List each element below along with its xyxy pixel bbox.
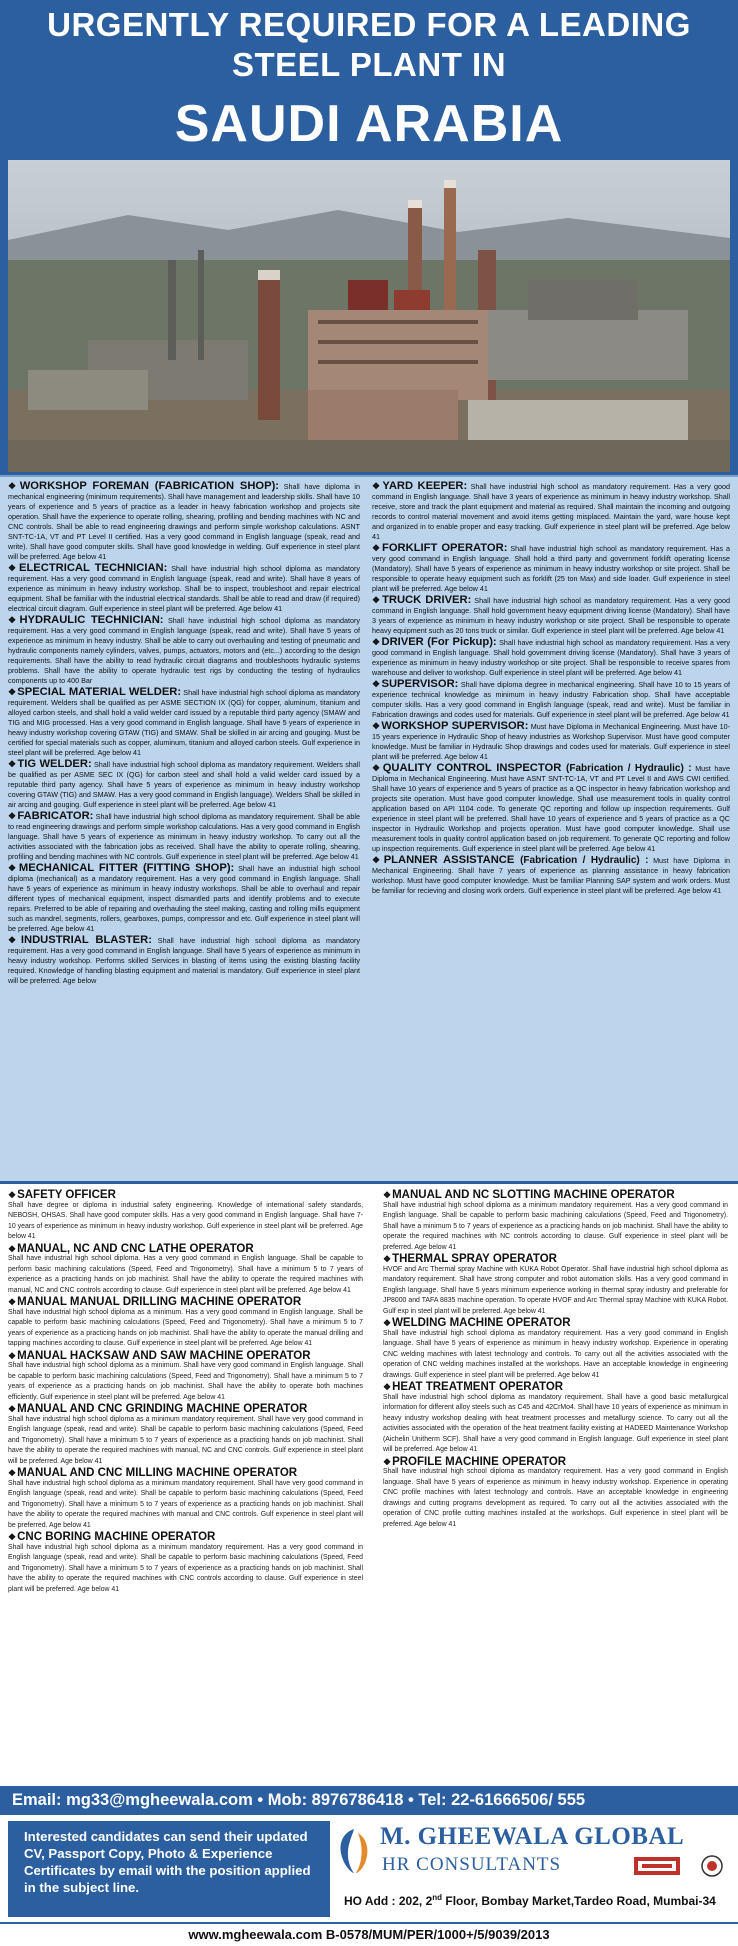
job-milling-machine-operator — [8, 1468, 363, 1531]
diamond-bullet-icon: ❖ — [8, 759, 17, 769]
job-workshop-foreman — [8, 481, 360, 562]
job-mechanical-fitter — [8, 863, 360, 934]
job-description: Shall have diploma degree in mechanical engineering. Shall have 10 to 15 years of experience technical knowledge as minimum in heavy industry Fabrication shop. Shall have acceptable computer skills. Has a very good command in English language (speak, read and write). Must be familiar in Fabrication drawings and codes used for materials. Gulf experience in steel plant will be preferred. Age below 41 — [372, 680, 730, 719]
job-title: MANUAL AND CNC GRINDING MACHINE OPERATOR — [17, 1403, 308, 1415]
job-subtitle: (Fabrication / Hydraulic) : — [520, 855, 649, 866]
job-title: MECHANICAL FITTER (FITTING SHOP): — [18, 862, 235, 874]
job-description: Shall have industrial high school diploma as mandatory requirement. Has a very good command in English language. Shall have 5 years of experience as minimum in heavy industry workshop. Performs skilled Services in blasting of items using the existing blasting facility required. Knowledge of handling blasting equipment and material is mandatory. Gulf experience in steel plant will be preferred. Age below — [8, 936, 361, 985]
job-title: INDUSTRIAL BLASTER: — [20, 934, 152, 946]
diamond-bullet-icon: ❖ — [8, 1350, 17, 1361]
job-description: Shall have industrial high school diploma as a minimum. Shall have very good command in English language. Shall be capable to perform basic machining calculations (Speed, Feed and Trigonometry). Shall have a minimum 5 to 7 years of experience as a practicing hands on job machinist. Shall have the ability to operate both machines efficiently. Gulf experience in steel plant will be preferred. Age below 41 — [8, 1362, 363, 1401]
diamond-bullet-icon: ❖ — [383, 1382, 392, 1392]
job-description: Shall have industrial high school diploma. Has a very good command in English language. Shall be capable to perform basic machining calculations (Speed, Feed and Trigonometry). Shall have a minimum 5 to 7 years of experience as a practicing hands on job machinist. Shall have the ability to operate the required machines with manual, NC and CNC controls according to clause. Gulf experience in steel plant will be preferred. Age below 41 — [8, 1255, 363, 1294]
operators-left-column — [8, 1190, 363, 1596]
job-title: CNC BORING MACHINE OPERATOR — [17, 1531, 216, 1543]
job-description: Shall have industrial high school as mandatory requirement. Has a very good command in English language. Shall hold government driving license (Mandatory). Shall have 3 years of experience as minimum in heavy industry workshop or site project. Shall be responsible to receive spares from warehouse and deliver to workshop. Gulf experience in steel plant will be preferred. Age below 41 — [372, 638, 730, 677]
steel-plant-photo — [8, 160, 730, 472]
job-title: WORKSHOP FOREMAN (FABRICATION SHOP): — [19, 480, 280, 492]
headline-line1: URGENTLY REQUIRED FOR A LEADING — [47, 6, 691, 43]
job-subtitle: (Fabrication / Hydraulic) : — [566, 763, 692, 774]
job-slotting-machine-operator — [383, 1190, 728, 1253]
job-title: WORKSHOP SUPERVISOR: — [381, 720, 529, 732]
job-electrical-technician — [8, 563, 360, 614]
job-description: Must have Diploma in Mechanical Engineering. Must have ASNT SNT-TC-1A, VT and PT Level II and AWS CWI certified. Shall have 10 years of experience and 5 years of practice as a QC inspector in heavy fabrication workshop and projects site operation. Must have good computer knowledge. Shall use measurement tools in quality control application based on API 1104 code. To generate QC reporting and follow up inspection requirements. Gulf experience in steel plant will be preferred. Shall have 10 years of experience and 5 years of practice as a QC inspector in Hydraulic Workshop and projects operation. Must have good computer knowledge. Shall use measurement tools in quality control application based on job requirement. To generate QC reporting and follow up inspection requirements. Gulf experience in steel plant will be preferred. Age below 41 — [372, 764, 730, 853]
company-name: M. GHEEWALA GLOBAL — [380, 1823, 685, 1850]
job-description: Shall have industrial high school diploma as mandatory requirement. Has a very good command in English language. Shall have 5 years of experience as minimum in heavy industry workshop. Experience in operating CNC welding machines with latest technology and controls. To carry out all the activities associated with the operation of CNC welding machines installed at the workshops. Have an acceptable knowledge in engineering drawings. Gulf experience in steel plant will be preferred. Age below 41 — [383, 1329, 728, 1379]
diamond-bullet-icon: ❖ — [8, 1468, 17, 1478]
job-description: Shall have industrial high school diploma as a minimum mandatory requirement. Shall have very good command in English language (speak, read and write). Shall be capable to perform basic machining calculations (Speed, Feed and Trigonometry). Shall have a minimum 5 to 7 years of experience as a practicing hands on job machinist. Shall have the ability to operate the required machines with manual and CNC controls. Gulf experience in steel plant will be preferred. Age below 41 — [8, 1479, 363, 1529]
job-title: TRUCK DRIVER: — [382, 594, 472, 606]
job-title: FORKLIFT OPERATOR: — [382, 542, 508, 554]
job-title: YARD KEEPER: — [382, 480, 468, 492]
diamond-bullet-icon: ❖ — [372, 855, 383, 865]
certification-badge-icon — [612, 1855, 730, 1877]
job-title: DRIVER (For Pickup): — [381, 636, 497, 648]
diamond-bullet-icon: ❖ — [383, 1190, 392, 1200]
company-address — [344, 1893, 716, 1908]
contact-bar: Email: mg33@mgheewala.com • Mob: 8976786418 • Tel: 22-61666506/ 555 — [0, 1786, 738, 1815]
job-safety-officer — [8, 1190, 363, 1243]
job-title: MANUAL HACKSAW AND SAW MACHINE OPERATOR — [17, 1349, 311, 1362]
job-description: Shall have industrial high school diploma as a minimum mandatory requirement. Has a very good command in English language. Shall be capable to perform basic machining calculations (Speed, Feed and Trigonometry). Shall have a minimum 5 to 7 years of experience as a practicing hands on job machinist. Shall have the ability to operate the required machines with NC controls according to clause. Gulf experience in steel plant will be preferred. Age below 41 — [383, 1201, 728, 1251]
diamond-bullet-icon: ❖ — [372, 637, 381, 647]
job-title: MANUAL MANUAL DRILLING MACHINE OPERATOR — [17, 1296, 302, 1308]
company-subtitle: HR CONSULTANTS — [382, 1854, 562, 1875]
job-truck-driver — [372, 595, 730, 636]
diamond-bullet-icon: ❖ — [8, 1404, 17, 1414]
diamond-bullet-icon: ❖ — [372, 543, 381, 553]
job-title: QUALITY CONTROL INSPECTOR — [382, 762, 562, 774]
jobs-left-column — [8, 481, 360, 987]
job-boring-machine-operator — [8, 1532, 363, 1595]
job-description: Shall have industrial high school diploma as a minimum. Has a very good command in English language. Shall be capable to perform basic machining calculations (Speed, Feed and Trigonometry). Shall have a minimum 5 to 7 years of experience as a practicing hands on job machinist. Shall have the ability to operate the manual drilling and tapping machines according to clause. Gulf experience in steel plant will be preferred. Age below 41 — [8, 1308, 363, 1347]
job-quality-control-inspector — [372, 763, 730, 854]
job-title: ELECTRICAL TECHNICIAN: — [18, 562, 168, 574]
diamond-bullet-icon: ❖ — [372, 481, 382, 491]
job-hydraulic-technician — [8, 615, 360, 686]
header-banner — [0, 0, 738, 475]
address-line: HO Add : 202, 2 — [344, 1894, 433, 1908]
job-thermal-spray-operator — [383, 1254, 728, 1317]
job-description: Shall have industrial high school diploma as a minimum mandatory requirement. Has a very good command in English language (speak, read and write). Shall be capable to perform basic machining calculations (Speed, Feed and Trigonometry). Shall have a minimum 5 to 7 years of experience as a practicing hands on job machinist. Shall have the ability to operate the required machines with CNC controls according to clause. Gulf experience in steel plant will be preferred. Age below 41 — [8, 1543, 363, 1593]
job-description: Shall have industrial high school diploma as mandatory requirement. Shall have a good basic metallurgical information for different alloy steels such as C45 and 42CrMo4. Shall have 10 years of experience as minimum in heavy industry workshop dealing with heat treatment processes and metallurgy science. To carry out all the activities associated with the operation of the heat treatment facility existing at HADEED Maintenance Workshop (Aichelin Unitherm SCF). Shall have a very good command in English language. Gulf experience in steel plant will be preferred. Age below 41 — [383, 1393, 728, 1453]
operator-jobs-panel — [0, 1181, 738, 1786]
job-description: Shall have industrial high school diploma as mandatory requirement. Has a very good command in English language (speak, read and write). Shall have 8 years of experience as minimum in heavy industry workshop. Shall be to inspect, troubleshoot and repair electrical equipment. Shall be familiar with the industrial electrical standards. Shall be able to read and draw (if required) electrical circuit diagram. Gulf experience in steel plant will be preferred. Age below 41 — [8, 564, 360, 613]
job-planner-assistance — [372, 855, 730, 896]
footer-website-license: www.mgheewala.com B-0578/MUM/PER/1000+/5/9039/2013 — [0, 1922, 738, 1946]
address-line-rest: Floor, Bombay Market,Tardeo Road, Mumbai-34 — [442, 1894, 716, 1908]
job-description: Shall have industrial high school diploma as a minimum mandatory requirement. Shall have very good command in English language (speak, read and write). Shall be capable to perform basic machining calculations (Speed, Feed and Trigonometry). Shall have a minimum 5 to 7 years of experience as a practicing hands on job machinist. Shall have the ability to operate the required machines with manual, NC and CNC controls. Gulf experience in steel plant will be preferred. Age below 41 — [8, 1415, 363, 1465]
job-title: THERMAL SPRAY OPERATOR — [392, 1253, 557, 1265]
job-title: PROFILE MACHINE OPERATOR — [392, 1455, 567, 1468]
diamond-bullet-icon: ❖ — [8, 863, 18, 873]
diamond-bullet-icon: ❖ — [8, 1243, 17, 1254]
application-instructions: Interested candidates can send their updated CV, Passport Copy, Photo & Experience Certificates by email with the position applied in the subject line. — [8, 1821, 330, 1917]
job-title: HEAT TREATMENT OPERATOR — [392, 1381, 564, 1393]
job-title: TIG WELDER: — [17, 758, 92, 770]
diamond-bullet-icon: ❖ — [372, 679, 381, 689]
diamond-bullet-icon: ❖ — [8, 615, 19, 625]
job-grinding-machine-operator — [8, 1404, 363, 1467]
diamond-bullet-icon: ❖ — [8, 1297, 17, 1307]
job-title: FABRICATOR: — [17, 810, 94, 822]
job-description: Shall have industrial high school diploma as mandatory requirement. Welders shall be qualified as per ASME SEC IX (QG) for carbon steel and shall hold a valid welder card issued by a reputable third party agency. Shall have 5 years of experience as minimum in heavy industry workshop covering GTAW (TIG) and SMAW. Has a very good command in English language). Welders Shall be skilled in air arcing and gouging. Gulf experience in steel plant will be preferred. Age below 41 — [8, 760, 360, 809]
company-block — [0, 1815, 738, 1922]
job-title: SPECIAL MATERIAL WELDER: — [17, 686, 182, 698]
diamond-bullet-icon: ❖ — [372, 763, 382, 773]
diamond-bullet-icon: ❖ — [8, 481, 19, 491]
job-fabricator — [8, 811, 360, 862]
job-heat-treatment-operator — [383, 1382, 728, 1456]
job-description: Shall have industrial high school as mandatory requirement. Has a very good command in English language. Shall hold a third party and government forklift operating license (Mandatory). Shall have 5 years of experience as minimum in heavy industry workshop or site project. Shall be responsible to operate heavy equipment such as forklift (25 ton Max) and side loader. Gulf experience in steel plant will be preferred. Age below 41 — [372, 544, 730, 593]
diamond-bullet-icon: ❖ — [8, 1190, 17, 1200]
headline-country: SAUDI ARABIA — [174, 95, 564, 153]
job-title: SAFETY OFFICER — [17, 1189, 116, 1201]
job-description: Shall have industrial high school diploma as mandatory requirement. Shall be able to read engineering drawings and perform simple workshop calculations. Has a very good command in English language. Shall have 5 years of experience as minimum in heavy industry workshop. To carry out all the activities associated with the fabrication jobs as received. Shall have the ability to operate rolling, shearing, profiling and bending machines with NC controls. Gulf experience in steel plant will be preferred. Age below 41 — [8, 812, 360, 861]
diamond-bullet-icon: ❖ — [8, 935, 20, 945]
company-logo-icon — [334, 1827, 374, 1875]
job-description: Shall have industrial high school as mandatory requirement. Has a very good command in English language. Shall have 3 years of experience as minimum in heavy industry workshop. Shall receive, store and track the plant equipment and material as required. Shall maintain the incoming and outgoing records to control material movement and avoid items getting misplaced. Maintain the yard, ware house kept and organized in to enable proper and easy tracking. Gulf experience in steel plant will be preferred. Age below 41 — [372, 482, 730, 541]
job-profile-machine-operator — [383, 1457, 728, 1531]
job-description: Must have Diploma in Mechanical Engineering. Must have 10-15 years experience in Hydraulic Shop of heavy industries as Workshop Supervisor. Must have good computer knowledge. Must be familiar in Hydraulic Shop drawings and codes used for materials. Gulf experience in steel plant will be preferred. Age below 41 — [372, 722, 730, 761]
job-title: PLANNER ASSISTANCE — [383, 854, 515, 866]
diamond-bullet-icon: ❖ — [8, 811, 17, 821]
operators-right-column — [383, 1190, 728, 1531]
job-description: Shall have an industrial high school diploma (mechanical) as a mandatory requirement. Has a very good command in English language. Shall have 5 years of experience as minimum in heavy industry workshops. Shall be able to overhaul and repair different types of mechanical equipment, inspect dismantled parts and identify problems and to execute repairs. Preferred to be able of repairing and overhauling the steel making, casting and rolling mills equipment such as mandrel, segments, rollers, gearboxes, pumps, compressor and etc. Gulf experience in steel plant will be preferred. Age below 41 — [8, 864, 360, 933]
job-yard-keeper — [372, 481, 730, 542]
job-description: Shall have diploma in mechanical engineering (minimum requirements). Shall have management and leadership skills. Shall have 10 years of experience and 5 years of practice as a leader in heavy fabrication workshop and projects site operation. Shall have the experience to operate rolling, shearing, profiling and bending machines with NC and CNC controls. Shall be able to read engineering drawings and perform simple workshop calculations. ASNT SNT-TC-1A, VT and PT Level II certified. Has a very good command in English language (speak, read and write). Shall have good computer skills. Shall have good knowledge in welding. Gulf experience in steel plant will be preferred. Age below 41 — [8, 482, 361, 561]
job-description: HVOF and Arc Thermal spray Machine with KUKA Robot Operator. Shall have industrial high school diploma as mandatory requirement. Shall have strong computer and robot automation skills. Has a very good command in English language. Shall have 5 years minimum experience working in thermal spray industry and preferable for JP8000 and TAFA 8835 machine operation. To operate HVOF and Arc Thermal spray Machine with KUKA Robot. Gulf exp in steel plant will be preferred. Age below 41 — [383, 1265, 728, 1315]
job-title: MANUAL AND NC SLOTTING MACHINE OPERATOR — [392, 1189, 675, 1201]
job-description: Shall have degree or diploma in industrial safety engineering. Knowledge of international safety standards, NEBOSH, OHSAS. Shall have good computer skills. Has a very good command in English language. Shall have 7-10 years of experience as minimum in heavy industry workshop. Gulf experience in steel plant will be preferred. Age below 41 — [8, 1201, 363, 1240]
job-pickup-driver — [372, 637, 730, 678]
job-title: MANUAL AND CNC MILLING MACHINE OPERATOR — [17, 1467, 298, 1479]
job-special-material-welder — [8, 687, 360, 758]
job-title: WELDING MACHINE OPERATOR — [392, 1317, 571, 1329]
diamond-bullet-icon: ❖ — [383, 1254, 392, 1264]
job-welding-machine-operator — [383, 1318, 728, 1381]
diamond-bullet-icon: ❖ — [383, 1456, 392, 1467]
skilled-jobs-panel — [0, 475, 738, 1181]
job-forklift-operator — [372, 543, 730, 594]
jobs-right-column — [372, 481, 730, 897]
job-description: Shall have industrial high school as mandatory requirement. Has a very good command in English language. Shall hold government heavy equipment driving license (Mandatory). Shall have 3 years of experience as minimum in heavy industry workshop or site project. Shall be responsible to operate heavy equipment such as 20 tons truck or similar. Gulf experience in steel plant will be preferred. Age below 41 — [372, 596, 730, 635]
diamond-bullet-icon: ❖ — [372, 721, 381, 731]
job-hacksaw-operator — [8, 1351, 363, 1404]
job-title: MANUAL, NC AND CNC LATHE OPERATOR — [17, 1242, 254, 1255]
job-description: Shall have industrial high school diploma as mandatory requirement. Has a very good command in English language (speak, read and write). Shall have 5 years of experience as minimum in heavy industry. Shall be able to carry out overhauling and testing of pneumatic and hydraulic components namely cylinders, valves, pumps, actuators, motors and (etc...) according to the design requirements. Shall have the ability to read hydraulic circuit diagrams and troubleshoots hydraulic systems problems. Shall have the ability to operate hydraulic test rigs by conducting the testing of hydraulics components up to 400 Bar — [8, 616, 361, 685]
job-description: Shall have industrial high school diploma as mandatory requirement. Welders shall be qualified as per ASME SECTION IX (QG) for copper, aluminum, titanium and alloyed carbon steels, and shall hold a valid welder card issued by a reputable third party agency (SMAW and TIG and MIG processed. Has a very good command in English language. Shall have 5 years of experience in heavy industry workshop covering GTAW (TIG) and SMAW. Shall be skilled in air arcing and gouging. Must be certified for special materials such as copper, aluminum, titanium and alloyed carbon steels. Gulf experience in steel plant will be preferred. Age below 41 — [8, 688, 360, 757]
job-description: Must have Diploma in Mechanical Engineering. Shall have 7 years of experience as planning assistance in heavy fabrication workshop. Must have good computer knowledge. Must be familiar Planning SAP system and work orders. Must be familiar for recieving and closing work orders. Gulf experience in steel plant will be preferred. Age below 41 — [372, 856, 730, 895]
diamond-bullet-icon: ❖ — [8, 563, 18, 573]
diamond-bullet-icon: ❖ — [8, 687, 17, 697]
job-title: SUPERVISOR: — [381, 678, 459, 690]
job-title: HYDRAULIC TECHNICIAN: — [19, 614, 164, 626]
headline-line2: STEEL PLANT IN — [231, 46, 507, 83]
diamond-bullet-icon: ❖ — [372, 595, 382, 605]
job-tig-welder — [8, 759, 360, 810]
job-industrial-blaster — [8, 935, 360, 986]
job-drilling-machine-operator — [8, 1297, 363, 1350]
job-supervisor — [372, 679, 730, 720]
job-description: Shall have industrial high school diploma as mandatory requirement. Has a very good command in English language. Shall have 5 years of experience as minimum in heavy industry workshop. Experience in operating CNC profile machines with latest technology and controls. Have an acceptable knowledge in engineering drawings and cutting programs development as required. To carry out all the activities associated with the operation of CNC profile cutting machines installed at the workshops. Gulf experience in steel plant will be preferred. Age below 41 — [383, 1468, 728, 1528]
job-workshop-supervisor — [372, 721, 730, 762]
address-superscript: nd — [432, 1893, 443, 1902]
job-lathe-operator — [8, 1244, 363, 1297]
diamond-bullet-icon: ❖ — [8, 1532, 17, 1542]
diamond-bullet-icon: ❖ — [383, 1318, 392, 1328]
